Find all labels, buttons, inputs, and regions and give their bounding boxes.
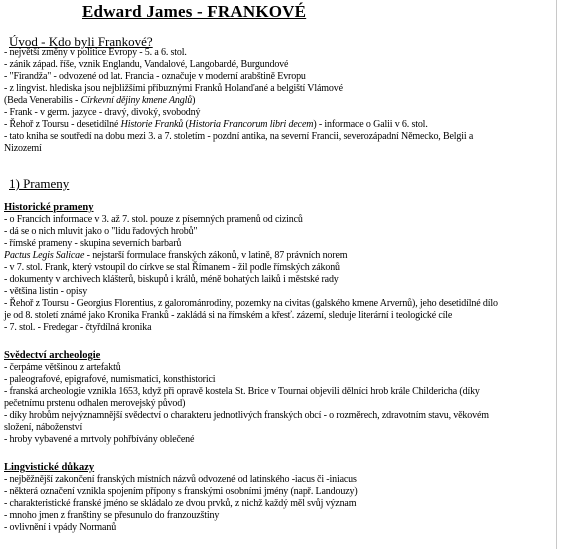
archeologie-line: pečetnímu prstenu odhalen merovejský původ) xyxy=(4,398,186,409)
historicke-line: - Řehoř z Toursu - Georgius Florentius, z galorománrodiny, pozemky na civitas (galského kmene Arvernů), jeho desetidílné dílo xyxy=(4,298,498,309)
archeologie-line: - franská archeologie vznikla 1653, když při opravě kostela St. Brice v Tournai objevili dělníci hrob krále Childericha (díky xyxy=(4,386,480,397)
intro-line: - z lingvist. hlediska jsou nejbližšími příbuznými Franků Holanďané a belgiští Vlámové xyxy=(4,83,343,94)
intro-line: - "Firandža" - odvozené od lat. Francia - označuje v moderní arabštině Evropu xyxy=(4,71,306,82)
intro-line: - tato kniha se soutředí na dobu mezi 3. a 7. stoletím - pozdní antika, na severní Francii, severozápadní Německo, Belgii a xyxy=(4,131,474,142)
lingvisticke-line: - ovlivnění i vpády Normanů xyxy=(4,522,117,533)
intro-line: - největší změny v politice Evropy - 5. a 6. stol. xyxy=(4,47,187,58)
subheading-lingvisticke-dukazy: Lingvistické důkazy xyxy=(4,462,95,473)
lingvisticke-line: - charakteristické franské jméno se skládalo ze dvou prvků, z nichž každý měl svůj význam xyxy=(4,498,357,509)
historicke-line: - dá se o nich mluvit jako o "lidu řadových hrobů" xyxy=(4,226,198,237)
lingvisticke-line: - nejběžnější zakončení franských místních názvů odvozené od latinského -iacus či -iniacus xyxy=(4,474,357,485)
subheading-historicke-prameny: Historické prameny xyxy=(4,202,94,213)
intro-heading: Úvod - Kdo byli Frankové? xyxy=(9,34,153,49)
archeologie-line: - díky hrobům nejvýznamnější svědectví o charakteru jednotlivých franských obcí - o rozměrech, zdravotním stavu, věkovém xyxy=(4,410,489,421)
historicke-line: - 7. stol. - Fredegar - čtyřdílná kronika xyxy=(4,322,152,333)
lingvisticke-line: - některá označení vznikla spojením přípony s franskými osobními jmény (např. Landouzy) xyxy=(4,486,358,497)
historicke-line: - většina listin - opisy xyxy=(4,286,88,297)
historicke-line: - římské prameny - skupina severních barbarů xyxy=(4,238,182,249)
historicke-line: - dokumenty v archivech klášterů, biskupů i králů, méně bohatých laiků i městské rady xyxy=(4,274,339,285)
section-heading-prameny: 1) Prameny xyxy=(9,176,70,191)
archeologie-line: - čerpáme většinou z artefaktů xyxy=(4,362,121,373)
subheading-archeologie: Svědectví archeologie xyxy=(4,350,101,361)
archeologie-line: - paleografové, epigrafové, numismatici, konsthistorici xyxy=(4,374,216,385)
historicke-line: je od 8. století známé jako Kronika Franků - zakládá si na římském a křesť. zázemí, sleduje literární i teologické cíle xyxy=(4,310,453,321)
document-title: Edward James - FRANKOVÉ xyxy=(82,2,307,21)
intro-line: Nizozemí xyxy=(4,143,42,154)
intro-line-beda: (Beda Venerabilis - Církevní dějiny kmene Anglů) xyxy=(4,95,196,106)
historicke-line: - o Francích informace v 3. až 7. stol. pouze z písemných pramenů od cizinců xyxy=(4,214,303,225)
lingvisticke-line: - mnoho jmen z franštiny se přesunulo do franzouzštiny xyxy=(4,510,220,521)
archeologie-line: - hroby vybavené a mrtvoly pohřbívány oblečené xyxy=(4,434,195,445)
historicke-line-pactus: Pactus Legis Salicae - nejstarší formulace franských zákonů, v latině, 87 právních norem xyxy=(4,250,348,261)
historicke-line: - v 7. stol. Frank, který vstoupil do církve se stal Římanem - žil podle římských zákonů xyxy=(4,262,340,273)
document-page xyxy=(4,0,557,549)
intro-line-rehor: - Řehoř z Toursu - desetidílné Historie Franků (Historia Francorum libri decem) - informace o Galii v 6. stol. xyxy=(4,119,428,130)
intro-line: - Frank - v germ. jazyce - dravý, divoký, svobodný xyxy=(4,107,201,118)
intro-line: - zánik západ. říše, vznik Englandu, Vandalové, Langobardé, Burgundové xyxy=(4,59,289,70)
archeologie-line: složení, náboženství xyxy=(4,422,83,433)
